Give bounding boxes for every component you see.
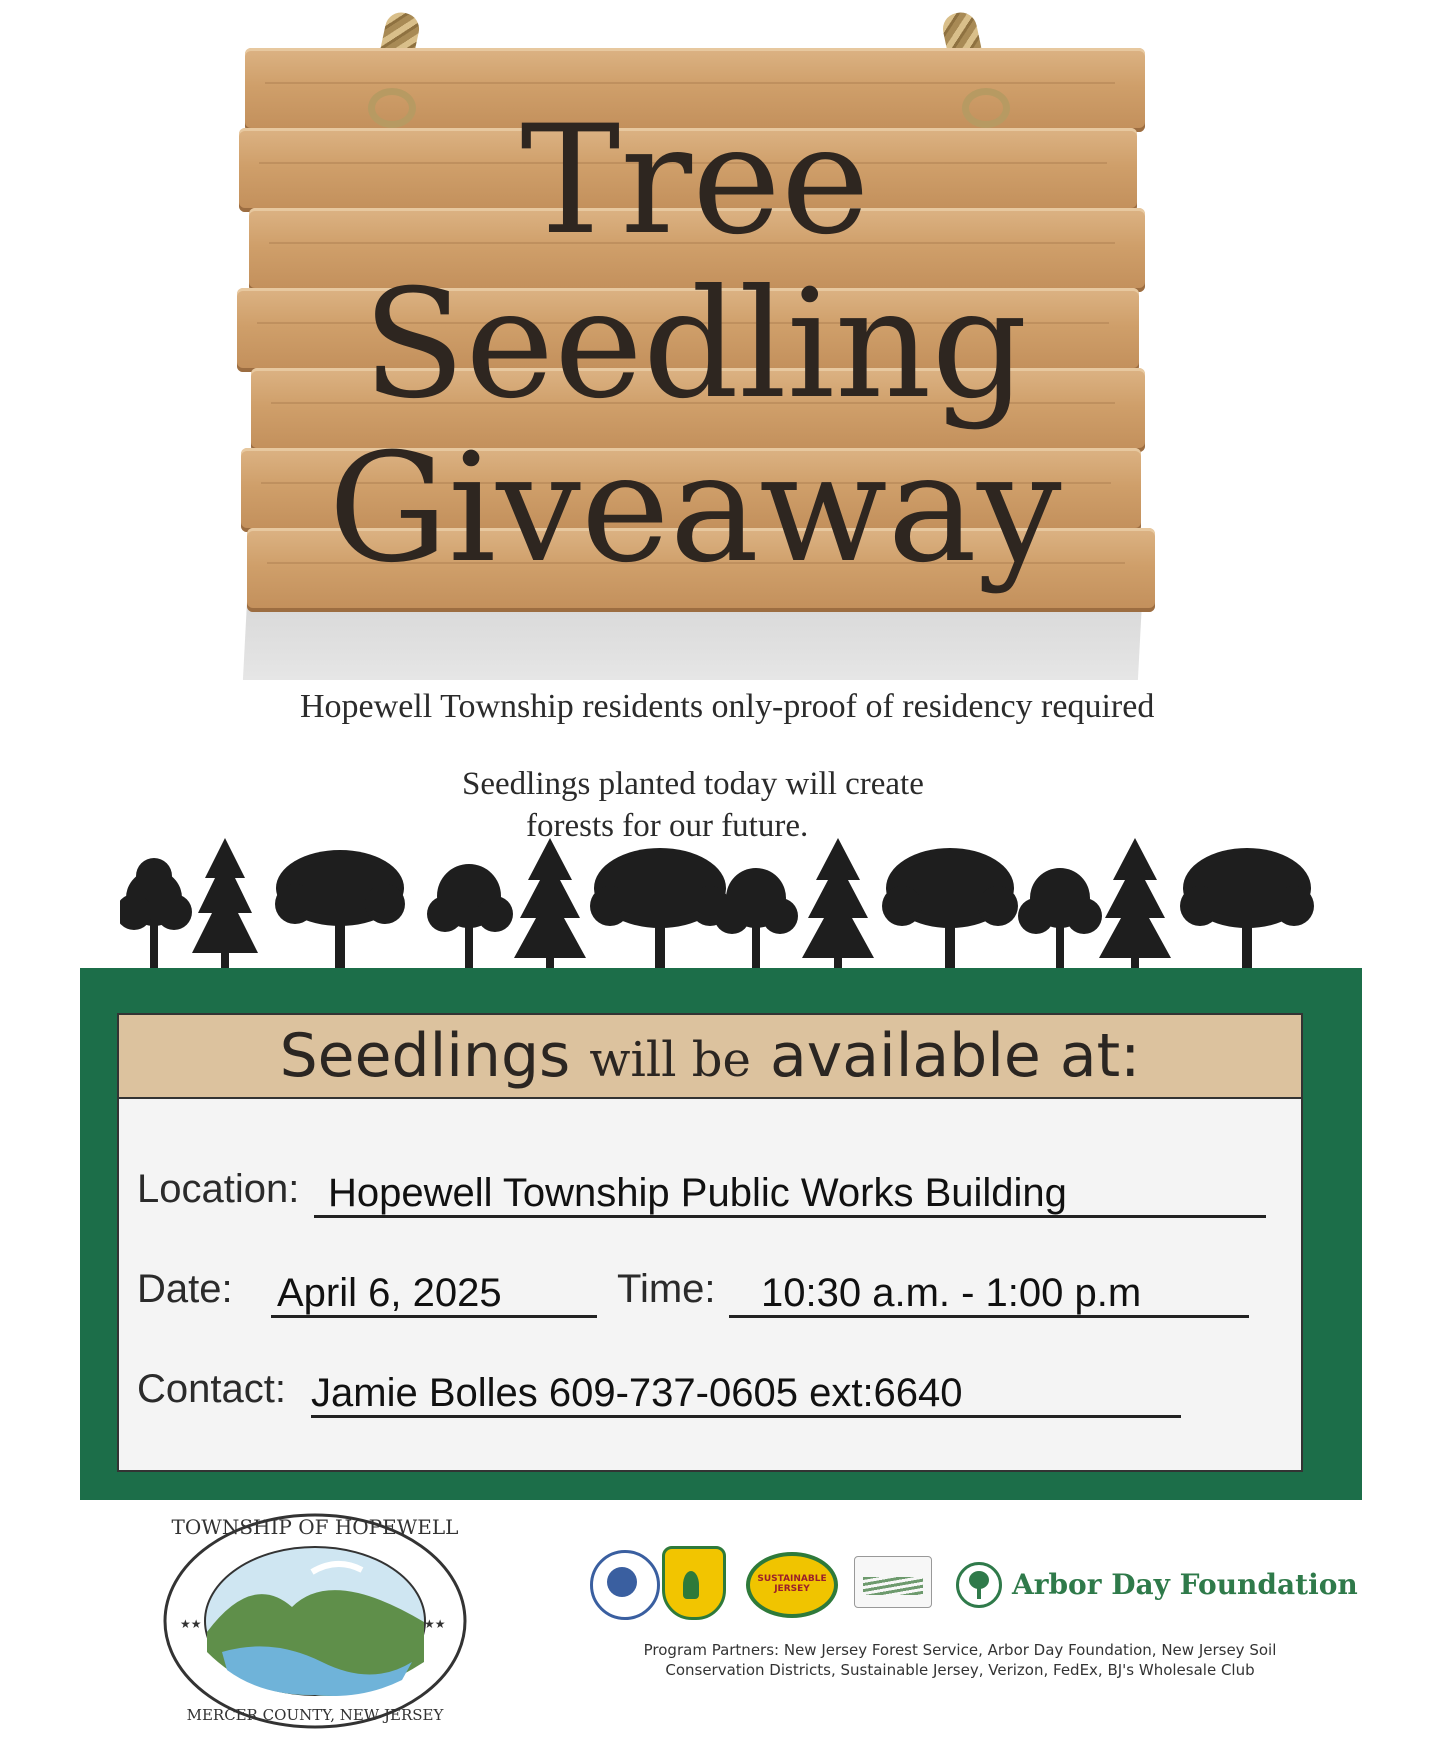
tree-icon <box>275 850 405 972</box>
contact-value: Jamie Bolles 609-737-0605 ext:6640 <box>311 1371 1181 1418</box>
heading-part-2: will be <box>589 1032 751 1088</box>
availability-heading <box>119 1021 1301 1091</box>
seal-top-text: TOWNSHIP OF HOPEWELL <box>171 1515 459 1539</box>
sign-title-line-3: Giveaway <box>328 422 1062 596</box>
heading-part-1: Seedlings <box>279 1021 571 1091</box>
date-label: Date: <box>137 1267 233 1311</box>
wooden-sign <box>245 48 1145 628</box>
sign-title-line-1: Tree <box>520 94 870 268</box>
time-value: 10:30 a.m. - 1:00 p.m <box>729 1271 1249 1318</box>
nj-conservation-logo <box>854 1556 932 1608</box>
svg-text:★★: ★★ <box>424 1617 446 1631</box>
nj-dep-logo <box>590 1550 660 1620</box>
nj-dep-emblem-icon <box>607 1567 637 1597</box>
pine-tree-icon <box>192 838 258 972</box>
tree-icon <box>590 848 730 972</box>
township-seal-logo <box>162 1512 468 1730</box>
tree-icon <box>427 864 513 972</box>
seal-bottom-text: MERCER COUNTY, NEW JERSEY <box>186 1706 444 1724</box>
svg-text:★★: ★★ <box>180 1617 202 1631</box>
partners-line-2: Conservation Districts, Sustainable Jersey, Verizon, FedEx, BJ's Wholesale Club <box>665 1661 1255 1679</box>
rope-ring-right <box>962 88 1010 128</box>
pine-tree-icon <box>1099 838 1171 972</box>
residents-note: Hopewell Township residents only-proof of residency required <box>300 688 1155 725</box>
sign-title-line-2: Seedling <box>362 258 1028 432</box>
partners-line-1: Program Partners: New Jersey Forest Service, Arbor Day Foundation, New Jersey Soil <box>643 1641 1277 1659</box>
availability-heading-bar <box>117 1013 1303 1099</box>
program-partners <box>600 1640 1320 1680</box>
tagline <box>462 763 924 847</box>
tree-icon <box>882 848 1018 972</box>
rope-ring-left <box>368 88 416 128</box>
tree-icon <box>120 858 192 972</box>
parks-forestry-logo <box>662 1546 726 1620</box>
location-value: Hopewell Township Public Works Building <box>314 1171 1266 1218</box>
sustainable-jersey-text: SUSTAINABLE JERSEY <box>757 1574 827 1594</box>
tree-icon <box>1018 868 1102 972</box>
tree-icon <box>714 868 798 972</box>
tree-icon <box>1180 848 1314 972</box>
time-label: Time: <box>617 1267 716 1311</box>
tree-emblem-icon <box>683 1571 699 1599</box>
tagline-line-1: Seedlings planted today will create <box>462 766 924 802</box>
arbor-day-tree-icon <box>956 1562 1002 1608</box>
tree-silhouettes <box>120 838 1320 972</box>
arbor-day-foundation-logo: Arbor Day Foundation <box>1012 1568 1358 1601</box>
pine-tree-icon <box>514 838 586 972</box>
details-box <box>117 1097 1303 1472</box>
sustainable-jersey-logo <box>746 1552 838 1618</box>
heading-part-3: available at: <box>770 1021 1141 1091</box>
date-value: April 6, 2025 <box>271 1271 597 1318</box>
pine-tree-icon <box>802 838 874 972</box>
contact-label: Contact: <box>137 1367 286 1411</box>
location-label: Location: <box>137 1167 300 1211</box>
landscape-icon <box>863 1577 923 1595</box>
tagline-line-2: forests for our future. <box>526 808 809 844</box>
